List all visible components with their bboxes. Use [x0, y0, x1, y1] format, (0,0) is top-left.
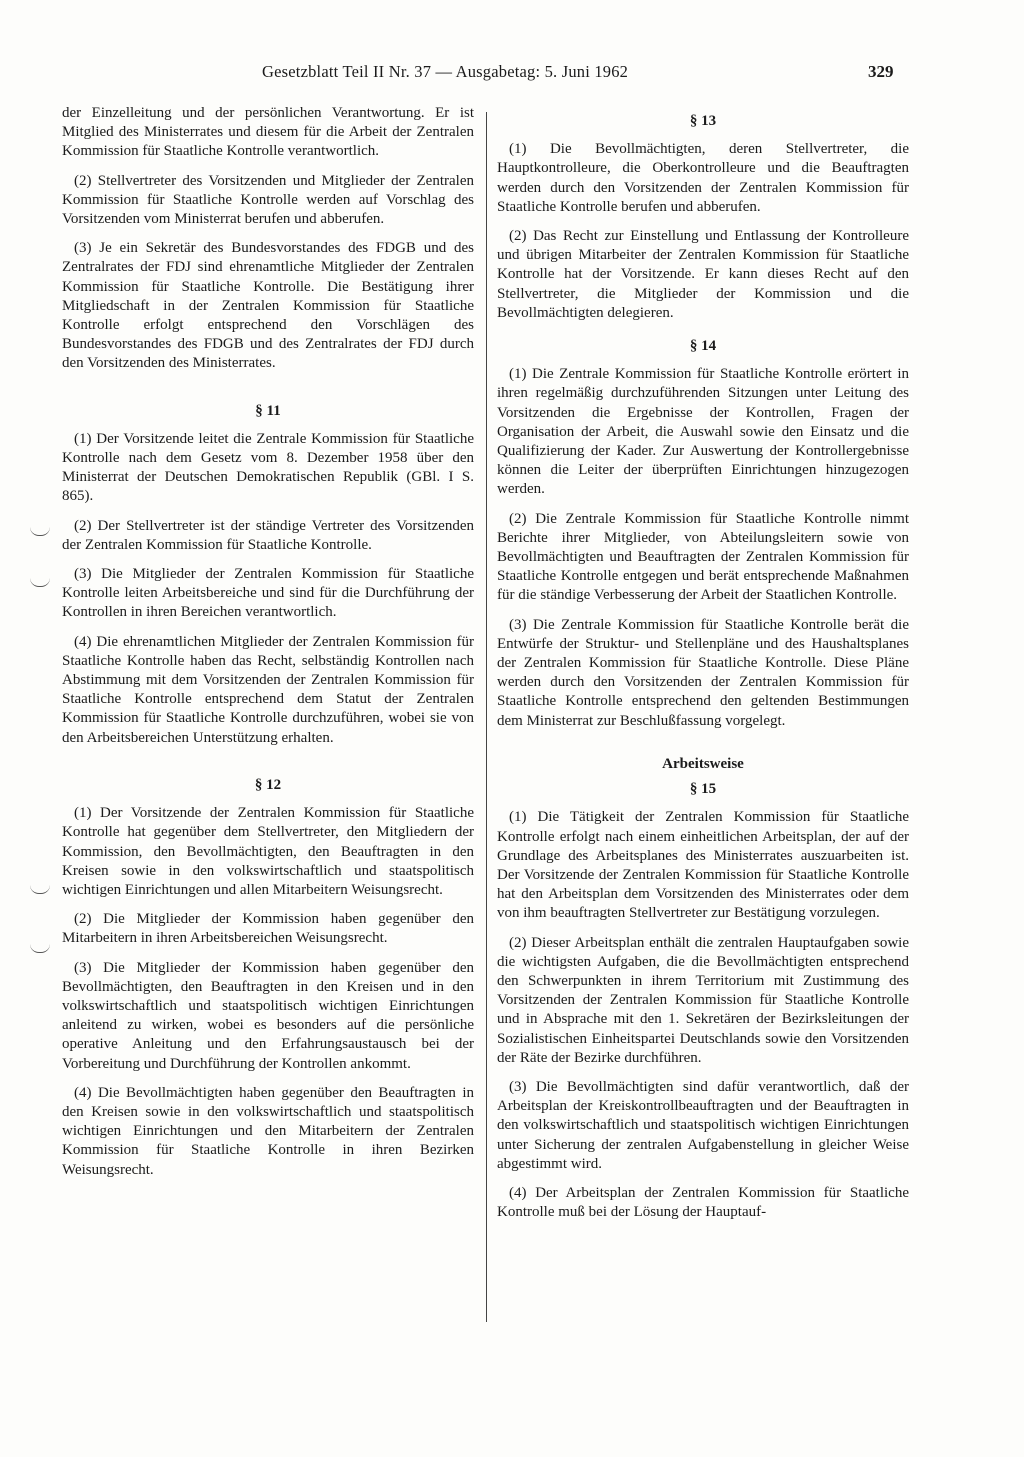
paragraph: (2) Dieser Arbeitsplan enthält die zentralen Hauptaufgaben sowie die wichtigsten Aufgaben, die die Bevollmächtigten entsprechend den Schwerpunkten in ihrem Territorium mit Zustimmung des Vorsitzenden der Zentralen Kommission für Staatliche Kontrolle und in Absprache mit den 1. Sekretären der Bezirksleitungen der Sozialistischen Einheitspartei Deutschlands sowie den Vorsitzenden der Räte der Bezirke durchführen.	[497, 934, 909, 1066]
margin-mark	[30, 885, 50, 894]
left-column	[62, 104, 474, 1190]
page-number: 329	[868, 62, 894, 81]
paragraph: (2) Die Zentrale Kommission für Staatliche Kontrolle nimmt Berichte ihrer Mitglieder, von Abteilungsleitern sowie von Bevollmächtigten und Beauftragten der Zentralen Kommission für Staatliche Kontrolle entgegen und berät entsprechende Maßnahmen für die ständige Verbesserung der Arbeit der Staatlichen Kontrolle.	[497, 510, 909, 604]
paragraph: (3) Die Mitglieder der Kommission haben gegenüber den Bevollmächtigten, den Beauftragten in den Kreisen und in den volkswirtschaftlich und staatspolitisch wichtigen Einrichtungen anleitend zu wirken, wobei es besonders auf die persönliche operative Anleitung und den Erfahrungsaustausch bei der Vorbereitung und Durchführung der Kontrollen ankommt.	[62, 959, 474, 1072]
right-column	[497, 104, 909, 1232]
paragraph: (3) Je ein Sekretär des Bundesvorstandes des FDGB und des Zentralrates der FDJ sind ehrenamtliche Mitglieder der Zentralen Kommission für Staatliche Kontrolle. Die Bestätigung ihrer Mitgliedschaft in der Zentralen Kommission für Staatliche Kontrolle erfolgt entsprechend den Vorschlägen des Bundesvorstandes des FDGB und des Zentralrates der FDJ durch den Vorsitzenden des Ministerrates.	[62, 240, 474, 372]
paragraph: der Einzelleitung und der persönlichen Verantwortung. Er ist Mitglied des Ministerrates und diesem für die Arbeit der Zentralen Kommission für Staatliche Kontrolle verantwortlich.	[62, 105, 474, 160]
section-heading: § 11	[255, 402, 281, 419]
section-heading: § 13	[689, 113, 717, 129]
paragraph: (2) Der Stellvertreter ist der ständige Vertreter des Vorsitzenden der Zentralen Kommission für Staatliche Kontrolle.	[62, 517, 474, 553]
page-header	[0, 62, 1024, 92]
paragraph: (1) Die Bevollmächtigten, deren Stellvertreter, die Hauptkontrolleure, die Oberkontrolleure und die Beauftragten werden durch den Vorsitzenden der Zentralen Kommission für Staatliche Kontrolle berufen und abberufen.	[497, 141, 909, 215]
paragraph: (3) Die Zentrale Kommission für Staatliche Kontrolle berät die Entwürfe der Struktur- und Stellenpläne und des Haushaltsplanes der Zentralen Kommission für Staatliche Kontrolle. Diese Pläne werden durch den Vorsitzenden der Zentralen Kommission für Staatliche Kontrolle entsprechend den geltenden Bestimmungen dem Ministerrat zur Beschlußfassung vorgelegt.	[497, 616, 909, 729]
margin-mark	[30, 944, 50, 953]
paragraph: (1) Der Vorsitzende leitet die Zentrale Kommission für Staatliche Kontrolle nach dem Gesetz vom 8. Dezember 1958 über den Ministerrat der Deutschen Demokratischen Republik (GBl. I S. 865).	[62, 430, 474, 505]
header-title: Gesetzblatt Teil II Nr. 37 — Ausgabetag: 5. Juni 1962	[262, 62, 629, 81]
paragraph: (3) Die Mitglieder der Zentralen Kommission für Staatliche Kontrolle leiten Arbeitsbereiche und sind für die Durchführung der Kontrollen in ihren Bereichen verantwortlich.	[62, 566, 474, 621]
paragraph: (2) Stellvertreter des Vorsitzenden und Mitglieder der Zentralen Kommission für Staatliche Kontrolle werden auf Vorschlag des Vorsitzenden vom Ministerrat berufen und abberufen.	[62, 172, 474, 228]
section-heading: § 14	[689, 338, 717, 355]
section-heading: § 15	[689, 781, 717, 798]
paragraph: (1) Die Zentrale Kommission für Staatliche Kontrolle erörtert in ihren regelmäßig durchzuführenden Sitzungen unter Leitung des Vorsitzenden die Ergebnisse der Kontrollen, Fragen der Organisation der Arbeit, die Auswahl sowie den Einsatz und die Qualifizierung der Kader. Zur Auswertung der Kontrollergebnisse können die Leiter der überprüften Einrichtungen hinzugezogen werden.	[497, 366, 909, 498]
paragraph: (4) Die ehrenamtlichen Mitglieder der Zentralen Kommission für Staatliche Kontrolle haben das Recht, selbständig Kontrollen nach Abstimmung mit dem Vorsitzenden der Zentralen Kommission für Staatliche Kontrolle entsprechend dem Statut der Zentralen Kommission für Staatliche Kontrolle durchzuführen, wobei sie von den Arbeitsbereichen Unterstützung erhalten.	[62, 633, 474, 746]
margin-mark	[30, 527, 50, 536]
subsection-heading: Arbeitsweise	[662, 755, 744, 772]
paragraph: (3) Die Bevollmächtigten sind dafür verantwortlich, daß der Arbeitsplan der Kreiskontrollbeauftragten und der Beauftragten in den volkswirtschaftlich und staatspolitisch wichtigen Einrichtungen unter Sicherung der zentralen Aufgabenstellung in gleicher Weise abgestimmt wird.	[497, 1078, 909, 1172]
paragraph: (2) Das Recht zur Einstellung und Entlassung der Kontrolleure und übrigen Mitarbeiter der Zentralen Kommission für Staatliche Kontrolle hat der Vorsitzende. Er kann dieses Recht auf den Stellvertreter, die Mitglieder der Kommission und die Bevollmächtigten delegieren.	[497, 228, 909, 321]
paragraph: (4) Die Bevollmächtigten haben gegenüber den Beauftragten in den Kreisen sowie in den volkswirtschaftlich und staatspolitisch wichtigen Einrichtungen und den Mitarbeitern der Zentralen Kommission für Staatliche Kontrolle in ihren Bezirken Weisungsrecht.	[62, 1084, 474, 1178]
section-heading: § 12	[254, 776, 282, 793]
margin-mark	[30, 578, 50, 587]
paragraph: (4) Der Arbeitsplan der Zentralen Kommission für Staatliche Kontrolle muß bei der Lösung der Hauptauf-	[497, 1184, 909, 1221]
paragraph: (2) Die Mitglieder der Kommission haben gegenüber den Mitarbeitern in ihren Arbeitsbereichen Weisungsrecht.	[62, 911, 474, 947]
paragraph: (1) Der Vorsitzende der Zentralen Kommission für Staatliche Kontrolle hat gegenüber dem Stellvertreter, den Mitgliedern der Kommission, den Bevollmächtigten, den Beauftragten in den Kreisen sowie in den volkswirtschaftlich und staatspolitisch wichtigen Einrichtungen und allen Mitarbeitern Weisungsrecht.	[62, 805, 474, 898]
paragraph: (1) Die Tätigkeit der Zentralen Kommission für Staatliche Kontrolle erfolgt nach einem einheitlichen Arbeitsplan, der auf der Grundlage des Arbeitsplanes des Ministerrates auszuarbeiten ist. Der Vorsitzende der Zentralen Kommission für Staatliche Kontrolle hat den Arbeitsplan dem Vorsitzenden des Ministerrates oder dem von ihm beauftragten Stellvertreter zur Bestätigung vorzulegen.	[497, 809, 909, 922]
column-divider	[486, 112, 487, 1322]
